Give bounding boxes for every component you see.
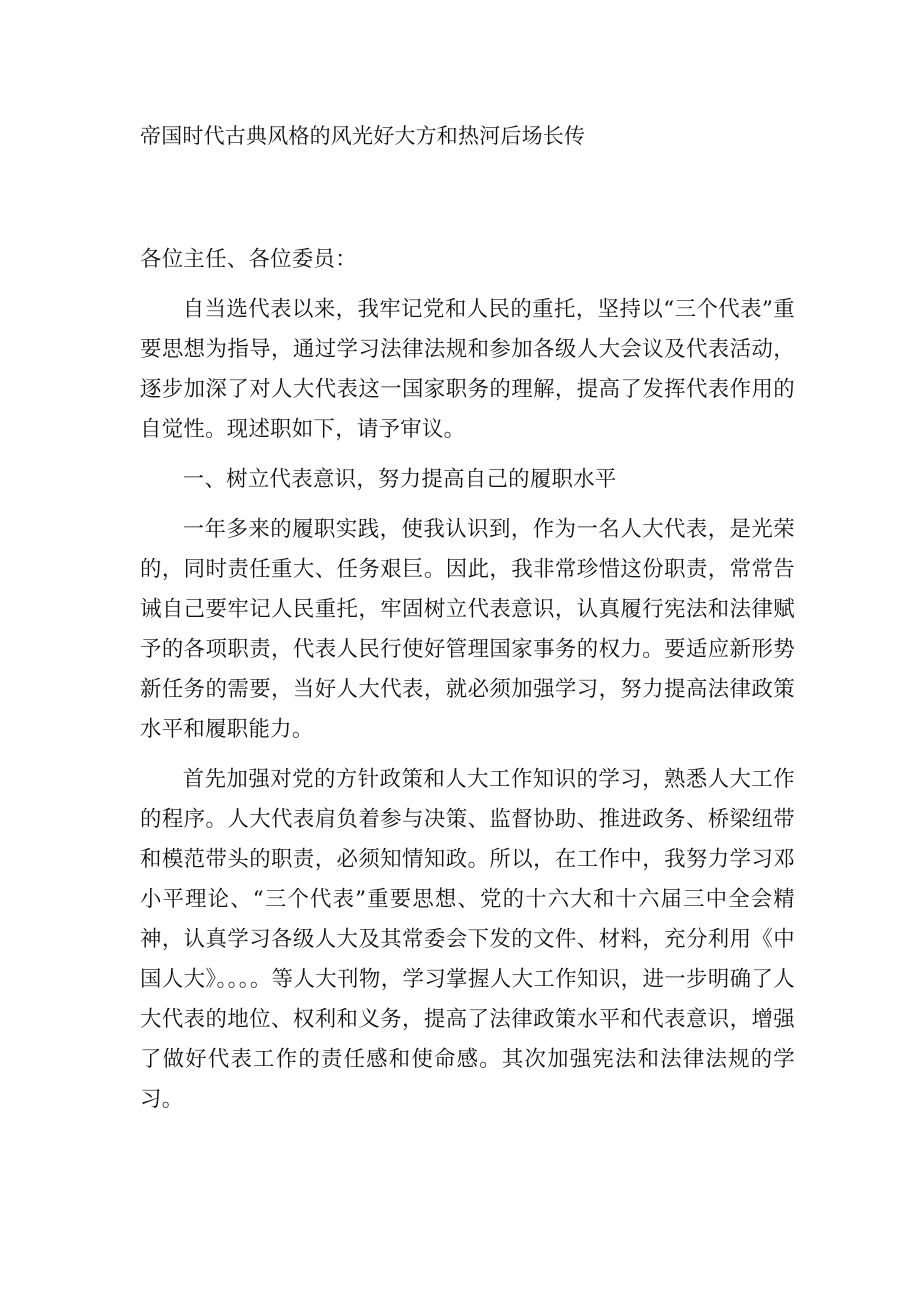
document-body [140,240,795,1130]
paragraph-intro: 自当选代表以来，我牢记党和人民的重托，坚持以“三个代表”重要思想为指导，通过学习法律法规和参加各级人大会议及代表活动，逐步加深了对人大代表这一国家职务的理解，提高了发挥代表作用的自觉性。现述职如下，请予审议。 [140,297,795,442]
salutation: 各位主任、各位委员： [140,247,357,272]
paragraph-study: 首先加强对党的方针政策和人大工作知识的学习，熟悉人大工作的程序。人大代表肩负着参与决策、监督协助、推进政务、桥梁纽带和模范带头的职责，必须知情知政。所以，在工作中，我努力学习邓小平理论、“三个代表”重要思想、党的十六大和十六届三中全会精神，认真学习各级人大及其常委会下发的文件、材料，充分利用《中国人大》。。。。等人大刊物，学习掌握人大工作知识，进一步明确了人大代表的地位、权利和义务，提高了法律政策水平和代表意识，增强了做好代表工作的责任感和使命感。其次加强宪法和法律法规的学习。 [140,767,795,1112]
document-title: 帝国时代古典风格的风光好大方和热河后场长传 [140,124,586,148]
paragraph-practice: 一年多来的履职实践，使我认识到，作为一名人大代表，是光荣的，同时责任重大、任务艰巨。因此，我非常珍惜这份职责，常常告诫自己要牢记人民重托，牢固树立代表意识，认真履行宪法和法律赋予的各项职责，代表人民行使好管理国家事务的权力。要适应新形势新任务的需要，当好人大代表，就必须加强学习，努力提高法律政策水平和履职能力。 [140,517,795,742]
section-heading: 一、树立代表意识，努力提高自己的履职水平 [182,467,617,492]
